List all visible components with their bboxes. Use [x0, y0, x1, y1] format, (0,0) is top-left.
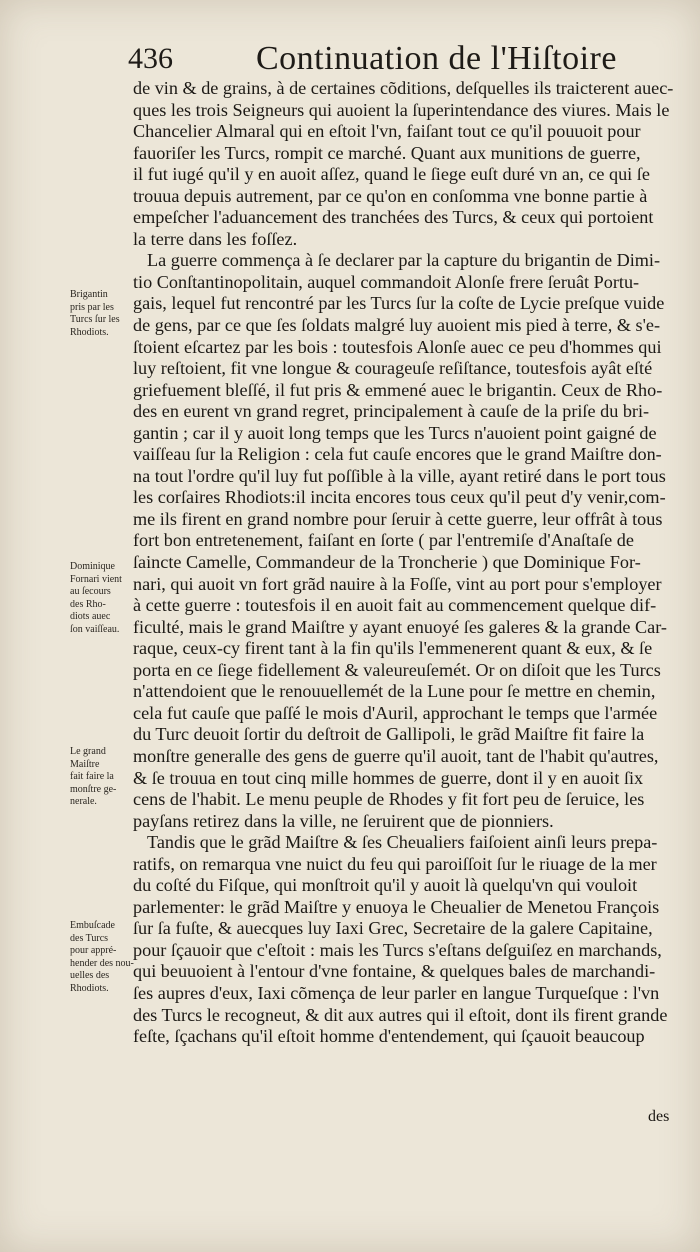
text-line: n'attendoient que le renouuellemét de la Lune pour ſe mettre en chemin,	[133, 681, 656, 702]
text-line: raque, ceux-cy firent tant à la fin qu'ils l'emmenerent quant & eux, & ſe	[133, 638, 653, 659]
text-line: il fut iugé qu'il y en auoit aſſez, quand le ſiege euſt duré vn an, ce qui ſe	[133, 164, 650, 185]
text-line: fauoriſer les Turcs, rompit ce marché. Quant aux munitions de guerre,	[133, 142, 641, 163]
side-note-line: pour appré-	[70, 945, 117, 957]
text-line: ratifs, on remarqua vne nuict du feu qui paroiſſoit ſur le riuage de la mer	[133, 853, 657, 874]
side-note-line: pris par les	[70, 301, 114, 313]
text-line: Chancelier Almaral qui en eſtoit l'vn, faiſant tout ce qu'il pouuoit pour	[133, 121, 641, 142]
text-line: qui beuuoient à l'entour d'vne fontaine, & quelques bales de marchandi-	[133, 961, 656, 982]
text-line: na tout l'ordre qu'il luy fut poſſible à la ville, ayant retiré dans le port tous	[133, 465, 666, 486]
text-line: luy reſtoient, fit vne longue & courageuſe reſiſtance, toutesfois ayât eſté	[133, 358, 653, 379]
text-line: des Turcs le recogneut, & dit aux autres qui il eſtoit, dont ils firent grande	[133, 1004, 668, 1025]
side-note-line: nerale.	[70, 796, 97, 808]
side-note-line: Maiſtre	[70, 758, 100, 770]
side-note-line: hender des nou-	[70, 957, 134, 969]
side-note-line: Rhodiots.	[70, 326, 109, 338]
text-line: du coſté du Fiſque, qui monſtroit qu'il y auoit là quelqu'vn qui vouloit	[133, 875, 638, 896]
text-line: gais, lequel fut rencontré par les Turcs ſur la coſte de Lycie preſque vuide	[133, 293, 665, 314]
text-line: trouua depuis autrement, par ce qu'on en conſomma vne bonne partie à	[133, 185, 648, 206]
side-note-line: Turcs ſur les	[70, 314, 120, 326]
text-line: me ils firent en grand nombre pour ſeruir à cette guerre, leur offrât à tous	[133, 508, 663, 529]
text-line: empeſcher l'aduancement des tranchées des Turcs, & ceux qui portoient	[133, 207, 654, 228]
text-line: ſes aupres d'eux, Iaxi cõmença de leur parler en langue Turqueſque : l'vn	[133, 982, 660, 1003]
side-note-line: monſtre ge-	[70, 783, 117, 795]
body-text	[133, 78, 673, 1048]
text-line: pour ſçauoir que c'eſtoit : mais les Turcs s'eſtans deſguiſez en marchands,	[133, 939, 662, 960]
text-line: du Turc deuoit ſortir du deſtroit de Gallipoli, le grãd Maiſtre fit faire la	[133, 724, 645, 745]
running-title: Continuation de l'Hiſtoire	[256, 40, 617, 77]
catchword: des	[648, 1108, 670, 1125]
side-note-line: au ſecours	[70, 586, 111, 598]
page-number: 436	[128, 42, 173, 75]
text-line: la terre dans les foſſez.	[133, 228, 298, 249]
text-line: griefuement bleſſé, il fut pris & emmené auec le brigantin. Ceux de Rho-	[133, 379, 663, 400]
side-note-line: des Rho-	[70, 598, 106, 610]
side-note-line: des Turcs	[70, 932, 109, 944]
text-line: des en eurent vn grand regret, principalement à cauſe de la priſe du bri-	[133, 401, 650, 422]
text-line: cens de l'habit. Le menu peuple de Rhodes y fit fort peu de ſeruice, les	[133, 789, 645, 810]
text-line: porta en ce ſiege fidellement & valeureuſemét. Or on diſoit que les Turcs	[133, 659, 661, 680]
text-line: de gens, par ce que ſes ſoldats malgré luy auoient mis pied à terre, & s'e-	[133, 315, 661, 336]
side-note-line: uelles des	[70, 970, 110, 982]
side-note-line: Brigantin	[70, 289, 108, 300]
text-line: ſtoient eſcartez par les bois : toutesfois Alonſe auec ce peu d'hommes qui	[133, 336, 662, 357]
side-note-line: Fornari vient	[70, 573, 122, 585]
side-note-line: Rhodiots.	[70, 982, 109, 994]
side-note-line: diots auec	[70, 611, 111, 623]
text-line: nari, qui auoit vn fort grãd nauire à la Foſſe, vint au port pour s'employer	[133, 573, 662, 594]
side-note-line: Dominique	[70, 561, 115, 572]
side-note	[70, 561, 132, 637]
side-note-line: ſon vaiſſeau.	[70, 623, 120, 635]
text-line: ques les trois Seigneurs qui auoient la ſuperintendance des viures. Mais le	[133, 99, 670, 120]
text-line: fort bon entretenement, faiſant en ſorte ( par l'entremiſe d'Anaſtaſe de	[133, 530, 634, 551]
text-line: ficulté, mais le grand Maiſtre y ayant enuoyé ſes galeres & la grande Car-	[133, 616, 667, 637]
text-line: La guerre commença à ſe declarer par la capture du brigantin de Dimi-	[147, 250, 661, 271]
side-note-line: Le grand	[70, 746, 106, 757]
text-line: gantin ; car il y auoit long temps que les Turcs n'auoient point gaigné de	[133, 422, 657, 443]
side-note	[70, 289, 132, 339]
text-line: de vin & de grains, à de certaines cõditions, deſquelles ils traicterent auec-	[133, 78, 674, 98]
text-line: les corſaires Rhodiots:il incita encores tous ceux qu'il peut d'y venir,com-	[133, 487, 666, 508]
side-note	[70, 920, 132, 996]
side-note	[70, 746, 132, 809]
side-note-line: Embuſcade	[70, 920, 115, 931]
text-line: & ſe trouua en tout cinq mille hommes de guerre, dont il y en auoit ſix	[133, 767, 644, 788]
text-line: Tandis que le grãd Maiſtre & ſes Cheualiers faiſoient ainſi leurs prepa-	[147, 832, 658, 853]
text-line: payſans retirez dans la ville, ne ſeruirent que de pionniers.	[133, 810, 554, 831]
text-line: tio Conſtantinopolitain, auquel commandoit Alonſe frere ſeruât Portu-	[133, 271, 640, 292]
text-line: cela fut cauſe que paſſé le mois d'Auril, approchant le temps que l'armée	[133, 702, 658, 723]
text-line: parlementer: le grãd Maiſtre y enuoya le Cheualier de Menetou François	[133, 896, 660, 917]
text-line: ſur ſa fuſte, & auecques luy Iaxi Grec, Secretaire de la galere Capitaine,	[133, 918, 653, 939]
text-line: ſaincte Camelle, Commandeur de la Troncherie ) que Dominique For-	[133, 552, 641, 573]
text-line: à cette guerre : toutesfois il en auoit fait au commencement quelque dif-	[133, 595, 657, 616]
text-line: feſte, ſçachans qu'il eſtoit homme d'entendement, qui ſçauoit beaucoup	[133, 1026, 645, 1047]
page-header	[128, 40, 688, 80]
text-line: monſtre generalle des gens de guerre qu'il auoit, tant de l'habit qu'autres,	[133, 745, 659, 766]
side-note-line: fait faire la	[70, 771, 114, 783]
text-line: vaiſſeau ſur la Religion : cela fut cauſe encores que le grand Maiſtre don-	[133, 444, 662, 465]
